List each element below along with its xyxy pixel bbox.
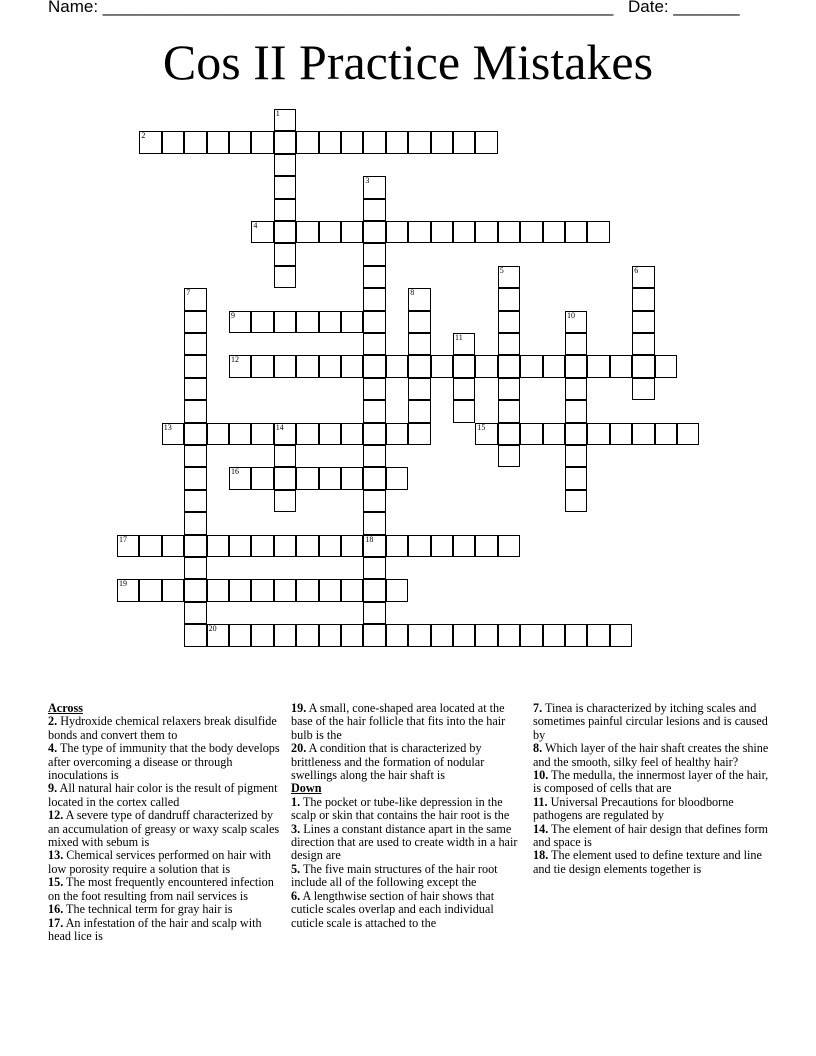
clue-number: 4	[253, 221, 258, 230]
clue-number-label: 11.	[533, 794, 548, 809]
crossword-cell[interactable]	[296, 221, 318, 243]
clue-number: 5	[499, 265, 504, 275]
crossword-cell[interactable]	[632, 311, 654, 333]
crossword-cell[interactable]	[543, 355, 565, 377]
crossword-cell[interactable]	[184, 311, 206, 333]
crossword-cell[interactable]	[341, 579, 363, 601]
crossword-cell[interactable]	[475, 535, 497, 557]
clue-text: A small, cone-shaped area located at the base of the hair follicle that fits into the hair bulb is the	[291, 701, 506, 742]
crossword-cell[interactable]	[251, 579, 273, 601]
clue-text: The type of immunity that the body develops after overcoming a disease or through inoculations is	[48, 741, 280, 783]
crossword-cell[interactable]	[363, 445, 385, 467]
crossword-cell[interactable]	[184, 602, 206, 624]
name-field-label: Name: ______________________________________________________	[48, 0, 614, 16]
crossword-cell[interactable]	[341, 221, 363, 243]
crossword-cell[interactable]	[363, 512, 385, 534]
clue-number: 18	[365, 534, 374, 544]
crossword-cell[interactable]	[498, 221, 520, 243]
crossword-cell[interactable]	[139, 579, 161, 601]
crossword-cell[interactable]	[274, 311, 296, 333]
crossword-cell[interactable]	[363, 311, 385, 333]
crossword-cell[interactable]	[341, 311, 363, 333]
crossword-cell[interactable]	[229, 467, 251, 489]
clue-down-0	[291, 796, 529, 823]
crossword-cell[interactable]	[363, 221, 385, 243]
crossword-cell[interactable]	[251, 467, 273, 489]
crossword-cell[interactable]	[274, 467, 296, 489]
crossword-cell[interactable]	[408, 535, 430, 557]
crossword-cell[interactable]	[408, 288, 430, 310]
crossword-cell[interactable]	[565, 445, 587, 467]
crossword-cell[interactable]	[498, 535, 520, 557]
crossword-cell[interactable]	[386, 423, 408, 445]
clue-down-4	[533, 823, 773, 850]
crossword-cell[interactable]	[184, 131, 206, 153]
clue-text: The element of hair design that defines form and space is	[533, 821, 768, 850]
crossword-cell[interactable]	[207, 423, 229, 445]
crossword-cell[interactable]	[632, 288, 654, 310]
crossword-cell[interactable]	[319, 423, 341, 445]
crossword-cell[interactable]	[453, 333, 475, 355]
crossword-cell[interactable]	[363, 378, 385, 400]
clue-text: Lines a constant distance apart in the same direction that are used to create width in a hair design are	[291, 821, 518, 863]
crossword-cell[interactable]	[363, 602, 385, 624]
crossword-cell[interactable]	[184, 579, 206, 601]
crossword-cell[interactable]	[319, 624, 341, 646]
crossword-cell[interactable]	[632, 378, 654, 400]
crossword-cell[interactable]	[632, 266, 654, 288]
crossword-cell[interactable]	[408, 221, 430, 243]
crossword-cell[interactable]	[632, 355, 654, 377]
crossword-cell[interactable]	[274, 109, 296, 131]
clue-number: 15	[477, 422, 486, 432]
crossword-cell[interactable]	[184, 512, 206, 534]
crossword-cell[interactable]	[341, 624, 363, 646]
crossword-cell[interactable]	[431, 221, 453, 243]
crossword-cell[interactable]	[587, 423, 609, 445]
crossword-cell[interactable]	[274, 579, 296, 601]
clue-across-0	[291, 702, 529, 742]
clue-across-2	[48, 782, 286, 809]
crossword-cell[interactable]	[431, 624, 453, 646]
clue-down-1	[533, 742, 773, 769]
crossword-cell[interactable]	[296, 535, 318, 557]
crossword-cell[interactable]	[319, 579, 341, 601]
clue-number-label: 20.	[291, 741, 307, 756]
clue-number: 1	[275, 109, 280, 118]
crossword-cell[interactable]	[184, 378, 206, 400]
crossword-cell[interactable]	[475, 423, 497, 445]
crossword-cell[interactable]	[251, 624, 273, 646]
clue-number: 13	[163, 422, 172, 432]
crossword-cell[interactable]	[184, 423, 206, 445]
crossword-cell[interactable]	[386, 624, 408, 646]
crossword-cell[interactable]	[543, 423, 565, 445]
crossword-cell[interactable]	[386, 535, 408, 557]
crossword-cell[interactable]	[677, 423, 699, 445]
clue-number: 14	[275, 422, 284, 432]
crossword-cell[interactable]	[431, 535, 453, 557]
crossword-cell[interactable]	[184, 333, 206, 355]
crossword-cell[interactable]	[363, 199, 385, 221]
crossword-cell[interactable]	[565, 490, 587, 512]
crossword-cell[interactable]	[565, 333, 587, 355]
clue-across-6	[48, 903, 286, 916]
crossword-cell[interactable]	[207, 624, 229, 646]
crossword-cell[interactable]	[274, 535, 296, 557]
clue-text: A condition that is characterized by brittleness and the formation of nodular swellings along the hair shaft is	[291, 741, 485, 783]
clue-text: A lengthwise section of hair shows that cuticle scales overlap and each individual cuticle scale is attached to the	[291, 888, 495, 930]
crossword-cell[interactable]	[274, 243, 296, 265]
crossword-cell[interactable]	[184, 288, 206, 310]
crossword-cell[interactable]	[363, 557, 385, 579]
crossword-cell[interactable]	[363, 423, 385, 445]
crossword-cell[interactable]	[520, 624, 542, 646]
crossword-cell[interactable]	[408, 624, 430, 646]
clue-text: The technical term for gray hair is	[63, 902, 233, 917]
crossword-cell[interactable]	[319, 131, 341, 153]
crossword-cell[interactable]	[408, 378, 430, 400]
clue-text: All natural hair color is the result of pigment located in the cortex called	[48, 781, 278, 809]
clue-number: 16	[231, 467, 239, 477]
clue-number-label: 19.	[291, 701, 307, 715]
crossword-cell[interactable]	[386, 467, 408, 489]
clue-number: 19	[119, 579, 127, 589]
crossword-cell[interactable]	[319, 535, 341, 557]
crossword-cell[interactable]	[363, 400, 385, 422]
crossword-cell[interactable]	[363, 355, 385, 377]
crossword-cell[interactable]	[319, 311, 341, 333]
crossword-cell[interactable]	[386, 355, 408, 377]
clue-down-3	[533, 796, 773, 823]
crossword-cell[interactable]	[498, 400, 520, 422]
crossword-cell[interactable]	[162, 535, 184, 557]
crossword-cell[interactable]	[363, 176, 385, 198]
crossword-cell[interactable]	[363, 333, 385, 355]
crossword-cell[interactable]	[475, 131, 497, 153]
down-heading: Down	[291, 781, 322, 796]
clue-text: Which layer of the hair shaft creates the shine and the smooth, silky feel of healthy hair?	[533, 741, 769, 769]
crossword-cell[interactable]	[587, 624, 609, 646]
clue-number-label: 5.	[291, 861, 301, 876]
clue-text: An infestation of the hair and scalp with head lice is	[48, 915, 262, 943]
crossword-cell[interactable]	[296, 423, 318, 445]
crossword-cell[interactable]	[565, 378, 587, 400]
clue-number-label: 13.	[48, 848, 64, 863]
clue-number: 2	[141, 131, 146, 141]
crossword-cell[interactable]	[565, 311, 587, 333]
crossword-cell[interactable]	[274, 154, 296, 176]
clue-text: A severe type of dandruff characterized by an accumulation of greasy or waxy scalp scales mixed with sebum is	[48, 808, 280, 850]
clue-number-label: 18.	[533, 848, 549, 863]
crossword-cell[interactable]	[162, 131, 184, 153]
crossword-cell[interactable]	[341, 535, 363, 557]
crossword-cell[interactable]	[274, 131, 296, 153]
clue-number-label: 1.	[291, 794, 301, 809]
crossword-cell[interactable]	[319, 221, 341, 243]
crossword-cell[interactable]	[363, 624, 385, 646]
crossword-cell[interactable]	[565, 423, 587, 445]
crossword-cell[interactable]	[274, 199, 296, 221]
clue-number: 8	[410, 288, 415, 298]
clue-text: Chemical services performed on hair with low porosity require a solution that is	[48, 848, 272, 876]
crossword-cell[interactable]	[498, 311, 520, 333]
crossword-cell[interactable]	[274, 445, 296, 467]
clue-text: Tinea is characterized by itching scales and sometimes painful circular lesions and is caused by	[533, 701, 768, 742]
clue-number-label: 2.	[48, 714, 58, 729]
clue-number-label: 7.	[533, 701, 543, 715]
crossword-cell[interactable]	[587, 355, 609, 377]
crossword-cell[interactable]	[162, 423, 184, 445]
crossword-cell[interactable]	[251, 311, 273, 333]
crossword-cell[interactable]	[543, 624, 565, 646]
crossword-cell[interactable]	[475, 221, 497, 243]
crossword-cell[interactable]	[475, 624, 497, 646]
clue-number-label: 3.	[291, 821, 301, 836]
crossword-cell[interactable]	[655, 423, 677, 445]
clue-number-label: 6.	[291, 888, 301, 903]
crossword-cell[interactable]	[498, 624, 520, 646]
crossword-cell[interactable]	[408, 423, 430, 445]
clue-number: 3	[365, 176, 370, 186]
crossword-cell[interactable]	[520, 355, 542, 377]
clue-across-5	[48, 876, 286, 903]
clue-text: The five main structures of the hair root include all of the following except the	[291, 861, 498, 890]
crossword-cell[interactable]	[498, 378, 520, 400]
clue-down-2	[533, 769, 773, 796]
clue-across-4	[48, 849, 286, 876]
crossword-cell[interactable]	[498, 423, 520, 445]
crossword-cell[interactable]	[632, 423, 654, 445]
crossword-cell[interactable]	[363, 131, 385, 153]
crossword-cell[interactable]	[207, 131, 229, 153]
crossword-cell[interactable]	[587, 221, 609, 243]
clues-column-3	[533, 702, 773, 876]
clue-text: The element used to define texture and line and tie design elements together is	[533, 848, 762, 876]
clues-column-2	[291, 702, 529, 930]
clue-across-7	[48, 917, 286, 944]
crossword-cell[interactable]	[565, 624, 587, 646]
clue-text: The medulla, the innermost layer of the hair, is composed of cells that are	[533, 768, 769, 796]
crossword-cell[interactable]	[184, 445, 206, 467]
crossword-cell[interactable]	[296, 579, 318, 601]
clue-number-label: 15.	[48, 875, 64, 890]
crossword-cell[interactable]	[453, 378, 475, 400]
crossword-cell[interactable]	[363, 266, 385, 288]
crossword-cell[interactable]	[363, 243, 385, 265]
crossword-cell[interactable]	[162, 579, 184, 601]
clue-down-3	[291, 890, 529, 930]
clue-number-label: 4.	[48, 741, 58, 756]
crossword-cell[interactable]	[184, 624, 206, 646]
clue-number: 7	[186, 288, 191, 298]
clue-number-label: 8.	[533, 741, 543, 756]
crossword-cell[interactable]	[543, 221, 565, 243]
crossword-cell[interactable]	[498, 355, 520, 377]
crossword-cell[interactable]	[610, 624, 632, 646]
crossword-cell[interactable]	[274, 355, 296, 377]
crossword-cell[interactable]	[453, 355, 475, 377]
clue-number-label: 9.	[48, 781, 58, 796]
crossword-cell[interactable]	[498, 288, 520, 310]
crossword-cell[interactable]	[341, 355, 363, 377]
crossword-cell[interactable]	[363, 579, 385, 601]
crossword-cell[interactable]	[498, 333, 520, 355]
clue-number: 10	[567, 310, 575, 320]
crossword-cell[interactable]	[386, 579, 408, 601]
crossword-cell[interactable]	[251, 535, 273, 557]
clue-down-0	[533, 702, 773, 742]
crossword-cell[interactable]	[251, 221, 273, 243]
crossword-cell[interactable]	[139, 131, 161, 153]
crossword-cell[interactable]	[296, 311, 318, 333]
crossword-cell[interactable]	[363, 490, 385, 512]
crossword-cell[interactable]	[274, 221, 296, 243]
crossword-cell[interactable]	[184, 557, 206, 579]
crossword-cell[interactable]	[274, 490, 296, 512]
crossword-cell[interactable]	[363, 288, 385, 310]
crossword-cell[interactable]	[229, 131, 251, 153]
crossword-cell[interactable]	[408, 400, 430, 422]
clue-number: 12	[231, 355, 239, 365]
crossword-cell[interactable]	[296, 355, 318, 377]
clue-across-1	[291, 742, 529, 782]
crossword-cell[interactable]	[341, 467, 363, 489]
crossword-cell[interactable]	[296, 467, 318, 489]
crossword-cell[interactable]	[453, 221, 475, 243]
crossword-cell[interactable]	[319, 467, 341, 489]
crossword-cell[interactable]	[251, 131, 273, 153]
crossword-cell[interactable]	[319, 355, 341, 377]
crossword-cell[interactable]	[408, 355, 430, 377]
crossword-cell[interactable]	[229, 423, 251, 445]
clue-number: 17	[119, 534, 127, 544]
crossword-cell[interactable]	[296, 624, 318, 646]
crossword-cell[interactable]	[565, 467, 587, 489]
clue-text: Hydroxide chemical relaxers break disulfide bonds and convert them to	[48, 714, 277, 742]
crossword-cell[interactable]	[475, 355, 497, 377]
across-heading: Across	[48, 701, 83, 715]
clue-number: 20	[208, 624, 217, 634]
crossword-cell[interactable]	[408, 131, 430, 153]
crossword-cell[interactable]	[408, 311, 430, 333]
crossword-cell[interactable]	[386, 221, 408, 243]
crossword-cell[interactable]	[453, 535, 475, 557]
crossword-cell[interactable]	[341, 423, 363, 445]
clue-down-5	[533, 849, 773, 876]
crossword-cell[interactable]	[565, 221, 587, 243]
clue-text: The pocket or tube-like depression in the scalp or skin that contains the hair root is the	[291, 794, 510, 823]
crossword-cell[interactable]	[184, 490, 206, 512]
crossword-cell[interactable]	[117, 579, 139, 601]
crossword-cell[interactable]	[229, 311, 251, 333]
crossword-cell[interactable]	[498, 266, 520, 288]
crossword-cell[interactable]	[341, 131, 363, 153]
page-title: Cos II Practice Mistakes	[162, 34, 654, 90]
crossword-cell[interactable]	[431, 131, 453, 153]
crossword-cell[interactable]	[610, 355, 632, 377]
clue-number: 11	[455, 333, 463, 342]
crossword-cell[interactable]	[565, 355, 587, 377]
clue-down-1	[291, 823, 529, 863]
clue-across-3	[48, 809, 286, 849]
crossword-cell[interactable]	[632, 333, 654, 355]
crossword-cell[interactable]	[453, 624, 475, 646]
crossword-cell[interactable]	[610, 423, 632, 445]
crossword-cell[interactable]	[453, 131, 475, 153]
clue-text: Universal Precautions for bloodborne pathogens are regulated by	[533, 794, 734, 823]
crossword-cell[interactable]	[274, 624, 296, 646]
crossword-cell[interactable]	[229, 535, 251, 557]
clue-text: The most frequently encountered infection on the foot resulting from nail services is	[48, 875, 274, 903]
crossword-cell[interactable]	[229, 355, 251, 377]
clue-number: 9	[231, 310, 235, 320]
clue-across-1	[48, 742, 286, 782]
crossword-cell[interactable]	[207, 579, 229, 601]
crossword-cell[interactable]	[229, 579, 251, 601]
crossword-cell[interactable]	[251, 355, 273, 377]
crossword-cell[interactable]	[655, 355, 677, 377]
crossword-cell[interactable]	[139, 535, 161, 557]
crossword-cell[interactable]	[431, 355, 453, 377]
clues-column-1	[48, 702, 286, 943]
crossword-cell[interactable]	[251, 423, 273, 445]
crossword-cell[interactable]	[274, 266, 296, 288]
clue-down-2	[291, 863, 529, 890]
clue-number-label: 16.	[48, 902, 64, 917]
clue-number-label: 12.	[48, 808, 64, 823]
crossword-cell[interactable]	[117, 535, 139, 557]
crossword-cell[interactable]	[363, 535, 385, 557]
clue-number: 6	[634, 265, 639, 275]
crossword-cell[interactable]	[565, 400, 587, 422]
date-field-label: Date: _______	[628, 0, 740, 16]
clue-number-label: 10.	[533, 768, 549, 783]
crossword-cell[interactable]	[229, 624, 251, 646]
crossword-cell[interactable]	[274, 176, 296, 198]
clue-number-label: 14.	[533, 821, 549, 836]
crossword-cell[interactable]	[274, 423, 296, 445]
crossword-cell[interactable]	[453, 400, 475, 422]
crossword-cell[interactable]	[207, 535, 229, 557]
clue-number-label: 17.	[48, 915, 64, 930]
clue-across-0	[48, 715, 286, 742]
crossword-cell[interactable]	[363, 467, 385, 489]
crossword-cell[interactable]	[296, 131, 318, 153]
crossword-cell[interactable]	[408, 333, 430, 355]
crossword-cell[interactable]	[184, 467, 206, 489]
crossword-cell[interactable]	[386, 131, 408, 153]
crossword-cell[interactable]	[520, 423, 542, 445]
crossword-cell[interactable]	[498, 445, 520, 467]
crossword-cell[interactable]	[184, 400, 206, 422]
crossword-cell[interactable]	[184, 535, 206, 557]
crossword-cell[interactable]	[520, 221, 542, 243]
crossword-cell[interactable]	[184, 355, 206, 377]
